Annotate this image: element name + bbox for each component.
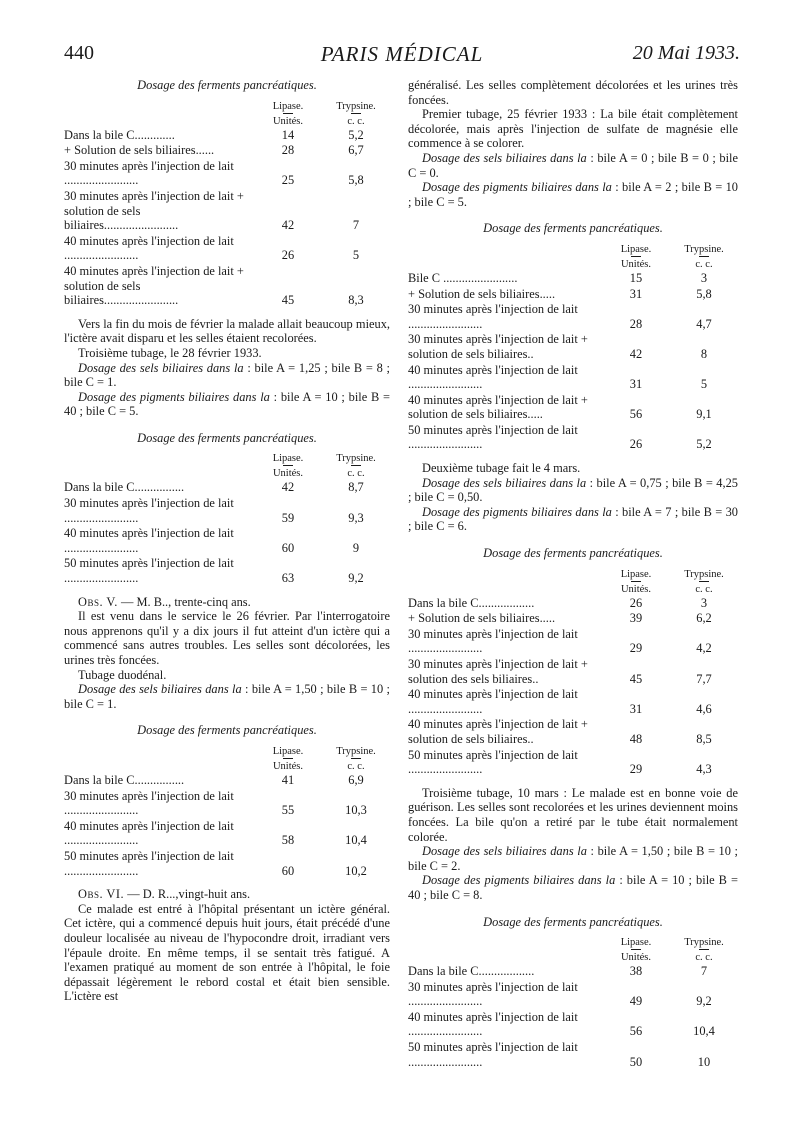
trypsine-value: 4,2 [696,641,712,656]
lipase-value: 63 [281,571,295,586]
ferments-table [408,569,738,778]
row-label: + Solution de sels biliaires...... [64,143,215,158]
table-header-row [64,746,390,773]
lipase-header [254,101,322,128]
trypsine-header [670,569,738,596]
row-label: 30 minutes après l'injection de lait + solution des sels biliaires.. [408,657,588,686]
header-blank [408,937,602,964]
trypsine-value: 10,2 [345,863,367,878]
lipase-value: 26 [629,595,643,610]
lipase-value: 31 [629,701,643,716]
ferments-table [408,937,738,1070]
trypsine-value: 9,2 [696,994,712,1009]
dosage-label: Dosage des sels biliaires dans la [422,150,587,165]
lipase-value: 42 [629,346,643,361]
dosage-values: : bile A = 1,50 ; bile B = 10 ; bile C = 1. [64,682,390,711]
table-row [64,264,390,309]
lipase-value: 49 [629,994,643,1009]
row-label: 30 minutes après l'injection de lait ........................ [64,788,234,818]
table-caption: Dosage des ferments pancréatiques. [483,221,663,236]
column-label: Trypsine. [684,568,724,580]
table-caption: Dosage des ferments pancréatiques. [483,546,663,561]
row-label: Bile C ........................ [408,270,518,285]
column-unit: c. c. [695,258,713,270]
column-label: Trypsine. [336,100,376,112]
paragraph: Deuxième tubage fait le 4 mars. [422,461,581,476]
paragraph [408,180,738,209]
trypsine-value: 8,5 [696,731,712,746]
dosage-label: Dosage des sels biliaires dans la [422,844,587,859]
lipase-value: 26 [281,248,295,263]
paragraph [408,505,738,534]
trypsine-value: 7 [700,964,708,979]
observation-heading [64,595,390,610]
dosage-values: : bile A = 0,75 ; bile B = 4,25 ; bile C = 0,50. [408,475,738,505]
table-row [64,480,390,496]
row-label: 30 minutes après l'injection de lait ........................ [408,302,578,331]
observation-heading [64,887,390,902]
dosage-label: Dosage des sels biliaires dans la [422,475,587,490]
column-label: Lipase. [620,243,652,255]
lipase-value: 14 [281,127,295,142]
right-column [408,78,738,1078]
table-row [408,1010,738,1040]
lipase-value: 50 [629,1054,643,1069]
trypsine-value: 10,4 [693,1024,715,1039]
row-label: 40 minutes après l'injection de lait ........................ [64,526,234,555]
trypsine-value: 9,2 [348,571,364,586]
lipase-value: 39 [629,611,643,626]
column-unit: Unités. [620,258,652,270]
lipase-value: 59 [281,510,295,525]
lipase-value: 29 [629,641,643,656]
trypsine-value: 10,3 [345,803,367,818]
paragraph [64,390,390,419]
table-row [408,302,738,332]
table-row [64,143,390,159]
trypsine-value: 5,2 [696,437,712,452]
lipase-header [602,937,670,964]
column-unit: Unités. [620,583,652,595]
header-blank [64,453,254,480]
table-row [408,1040,738,1070]
trypsine-value: 8,3 [348,293,364,308]
table-row [64,159,390,189]
table-row [408,627,738,657]
paragraph [64,682,390,711]
row-label: 40 minutes après l'injection de lait ........................ [408,362,578,392]
lipase-value: 45 [281,293,295,308]
row-label: 30 minutes après l'injection de lait ........................ [408,979,578,1009]
column-label: Trypsine. [684,243,724,255]
column-label: Lipase. [620,568,652,580]
paragraph: Il est venu dans le service le 26 février. Par l'interrogatoire nous apprenons qu'il y a dix jours il fut atteint d'un ictère qui a commencé sans autres troubles. Les selles sont décolorées, les urines très foncées. [64,609,390,667]
paragraph: Ce malade est entré à l'hôpital présentant un ictère général. Cet ictère, qui a commencé depuis huit jours, était précédé d'une douleur localisée au niveau de l'hypocondre droit, irradiant vers l'épaule droite. En même temps, il se sentait très fatigué. A l'examen pratiqué au moment de son entrée à l'hôpital, le foie dépassait légèrement le rebord costal et était bien sensible. L'ictère est [64,901,390,1004]
lipase-header [254,746,322,773]
header-blank [408,244,602,271]
column-unit: c. c. [695,952,713,964]
table-row [408,287,738,303]
dosage-values: : bile A = 2 ; bile B = 10 ; bile C = 5. [408,180,738,209]
dosage-values: : bile A = 10 ; bile B = 40 ; bile C = 8. [408,873,738,902]
ferments-table [64,453,390,586]
lipase-value: 42 [281,218,295,233]
trypsine-value: 10 [697,1054,711,1069]
row-label: 50 minutes après l'injection de lait ........................ [64,848,234,878]
issue-date: 20 Mai 1933. [632,42,740,64]
dosage-values: : bile A = 0 ; bile B = 0 ; bile C = 0. [408,150,738,180]
table-row [64,556,390,586]
trypsine-value: 9,1 [696,407,712,422]
trypsine-value: 9 [352,540,360,555]
trypsine-value: 3 [700,595,708,610]
lipase-value: 25 [281,173,295,188]
lipase-value: 38 [629,964,643,979]
header-blank [408,569,602,596]
trypsine-value: 4,7 [696,316,712,331]
dosage-label: Dosage des pigments biliaires dans la [422,873,616,888]
lipase-value: 60 [281,863,295,878]
column-label: Lipase. [272,100,304,112]
row-label: 40 minutes après l'injection de lait + solution de sels biliaires........................ [64,263,244,308]
row-label: 40 minutes après l'injection de lait ........................ [64,818,234,848]
lipase-value: 31 [629,377,643,392]
column-unit: c. c. [347,760,365,772]
table-row [64,189,390,234]
table-row [64,849,390,879]
column-unit: Unités. [620,952,652,964]
column-unit: c. c. [347,115,365,127]
row-label: + Solution de sels biliaires..... [408,286,556,301]
row-label: 50 minutes après l'injection de lait ........................ [408,422,578,452]
table-row [408,423,738,453]
trypsine-value: 3 [700,270,708,285]
table-row [408,271,738,287]
header-blank [64,746,254,773]
row-label: 50 minutes après l'injection de lait ........................ [64,556,234,586]
table-row [408,657,738,687]
table-header-row [408,569,738,596]
row-label: 40 minutes après l'injection de lait ........................ [408,687,578,716]
row-label: 30 minutes après l'injection de lait + solution de sels biliaires.. [408,332,588,361]
column-label: Trypsine. [336,453,376,465]
dosage-label: Dosage des sels biliaires dans la [78,682,242,697]
table-caption: Dosage des ferments pancréatiques. [137,430,317,445]
row-label: 30 minutes après l'injection de lait + solution de sels biliaires........................ [64,188,244,233]
lipase-value: 56 [629,1024,643,1039]
trypsine-value: 8 [700,346,708,361]
column-label: Lipase. [272,453,304,465]
trypsine-value: 5,8 [696,286,712,301]
column-label: Trypsine. [684,937,724,949]
lipase-value: 28 [629,316,643,331]
table-header-row [408,244,738,271]
dosage-label: Dosage des pigments biliaires dans la [422,504,612,519]
ferments-table [64,746,390,879]
table-caption: Dosage des ferments pancréatiques. [137,78,317,92]
journal-title: PARIS MÉDICAL [320,42,484,66]
header-blank [64,101,254,128]
lipase-value: 45 [629,671,643,686]
column-unit: Unités. [272,468,304,480]
trypsine-header [670,937,738,964]
row-label: Dans la bile C.................. [408,595,535,610]
lipase-header [602,569,670,596]
dosage-label: Dosage des sels biliaires dans la [78,360,244,375]
trypsine-header [322,453,390,480]
obs-subject: — M. B.., trente-cinq ans. [117,594,251,609]
row-label: 50 minutes après l'injection de lait ........................ [408,1040,578,1069]
trypsine-header [670,244,738,271]
lipase-value: 55 [281,803,295,818]
dosage-values: : bile A = 1,25 ; bile B = 8 ; bile C = 1. [64,360,390,390]
lipase-value: 31 [629,286,643,301]
column-label: Trypsine. [336,745,376,757]
ferments-table [408,244,738,453]
row-label: 40 minutes après l'injection de lait + solution de sels biliaires..... [408,392,588,422]
lipase-value: 15 [629,270,643,285]
trypsine-value: 6,9 [348,772,364,787]
lipase-value: 60 [281,540,295,555]
dosage-label: Dosage des pigments biliaires dans la [78,389,270,404]
row-label: 50 minutes après l'injection de lait ........................ [408,747,578,777]
dosage-label: Dosage des pigments biliaires dans la [422,180,612,195]
column-label: Lipase. [272,745,304,757]
table-row [408,611,738,627]
page-header [64,42,740,72]
row-label: 40 minutes après l'injection de lait + solution de sels biliaires.. [408,717,588,746]
table-row [408,748,738,778]
trypsine-value: 5 [700,377,708,392]
column-label: Lipase. [620,937,652,949]
dosage-values: : bile A = 7 ; bile B = 30 ; bile C = 6. [408,504,738,534]
lipase-value: 42 [281,480,295,495]
row-label: 30 minutes après l'injection de lait ........................ [64,496,234,525]
row-label: 40 minutes après l'injection de lait ........................ [408,1009,578,1039]
trypsine-value: 8,7 [348,480,364,495]
table-row [408,332,738,362]
table-row [64,819,390,849]
paragraph: Premier tubage, 25 février 1933 : La bile était complètement décolorée, mais après l'injection de sulfate de magnésie elle commence à se colorer. [408,107,738,151]
row-label: Dans la bile C................ [64,772,185,787]
table-row [408,393,738,423]
lipase-value: 56 [629,407,643,422]
paragraph [408,476,738,505]
table-row [408,964,738,980]
page-number: 440 [64,42,94,64]
row-label: 30 minutes après l'injection de lait ........................ [64,158,234,188]
trypsine-value: 4,6 [696,701,712,716]
column-unit: Unités. [272,760,304,772]
table-header-row [64,453,390,480]
dosage-values: : bile A = 10 ; bile B = 40 ; bile C = 5. [64,389,390,419]
lipase-value: 26 [629,437,643,452]
left-column [64,78,390,1004]
paragraph [64,361,390,390]
lipase-value: 48 [629,731,643,746]
trypsine-value: 10,4 [345,833,367,848]
paragraph [408,151,738,180]
obs-label: Obs. VI. [78,887,125,902]
lipase-value: 58 [281,833,295,848]
table-row [64,234,390,264]
table-caption: Dosage des ferments pancréatiques. [137,723,317,738]
row-label: Dans la bile C................ [64,480,185,495]
trypsine-header [322,101,390,128]
table-header-row [408,937,738,964]
table-row [408,687,738,717]
table-row [408,980,738,1010]
table-row [408,717,738,747]
row-label: 40 minutes après l'injection de lait ........................ [64,233,234,263]
paragraph: Troisième tubage, le 28 février 1933. [78,345,262,360]
obs-subject: — D. R...,vingt-huit ans. [124,887,251,902]
trypsine-header [322,746,390,773]
ferments-table [64,101,390,309]
paragraph: Troisième tubage, 10 mars : Le malade est en bonne voie de guérison. Les selles sont recolorées et les urines deviennent moins foncées. La bile qu'on a retiré par le tube était normalement colorée. [408,785,738,844]
table-row [408,363,738,393]
table-row [64,773,390,789]
paragraph: Vers la fin du mois de février la malade allait beaucoup mieux, l'ictère avait disparu et les selles étaient recolorées. [64,316,390,346]
lipase-value: 28 [281,143,295,158]
column-unit: Unités. [272,115,304,127]
trypsine-value: 5,2 [348,127,364,142]
row-label: Dans la bile C.................. [408,964,535,979]
trypsine-value: 9,3 [348,510,364,525]
trypsine-value: 7,7 [696,671,712,686]
row-label: 30 minutes après l'injection de lait ........................ [408,626,578,656]
row-label: Dans la bile C............. [64,127,175,142]
table-row [408,596,738,612]
row-label: + Solution de sels biliaires..... [408,611,556,626]
trypsine-value: 7 [352,218,360,233]
lipase-value: 41 [281,772,295,787]
trypsine-value: 6,2 [696,611,712,626]
dosage-values: : bile A = 1,50 ; bile B = 10 ; bile C = 2. [408,844,738,873]
lipase-header [602,244,670,271]
paragraph: Tubage duodénal. [78,667,167,682]
trypsine-value: 5 [352,248,360,263]
column-unit: c. c. [347,468,365,480]
paragraph: généralisé. Les selles complètement décolorées et les urines très foncées. [408,78,738,107]
paragraph [408,873,738,902]
obs-label: Obs. V. [78,594,118,609]
table-header-row [64,101,390,128]
paragraph [408,844,738,873]
lipase-header [254,453,322,480]
table-caption: Dosage des ferments pancréatiques. [483,914,663,929]
trypsine-value: 6,7 [348,143,364,158]
trypsine-value: 4,3 [696,762,712,777]
trypsine-value: 5,8 [348,173,364,188]
table-row [64,496,390,526]
table-row [64,526,390,556]
column-unit: c. c. [695,583,713,595]
table-row [64,789,390,819]
table-row [64,128,390,144]
lipase-value: 29 [629,762,643,777]
